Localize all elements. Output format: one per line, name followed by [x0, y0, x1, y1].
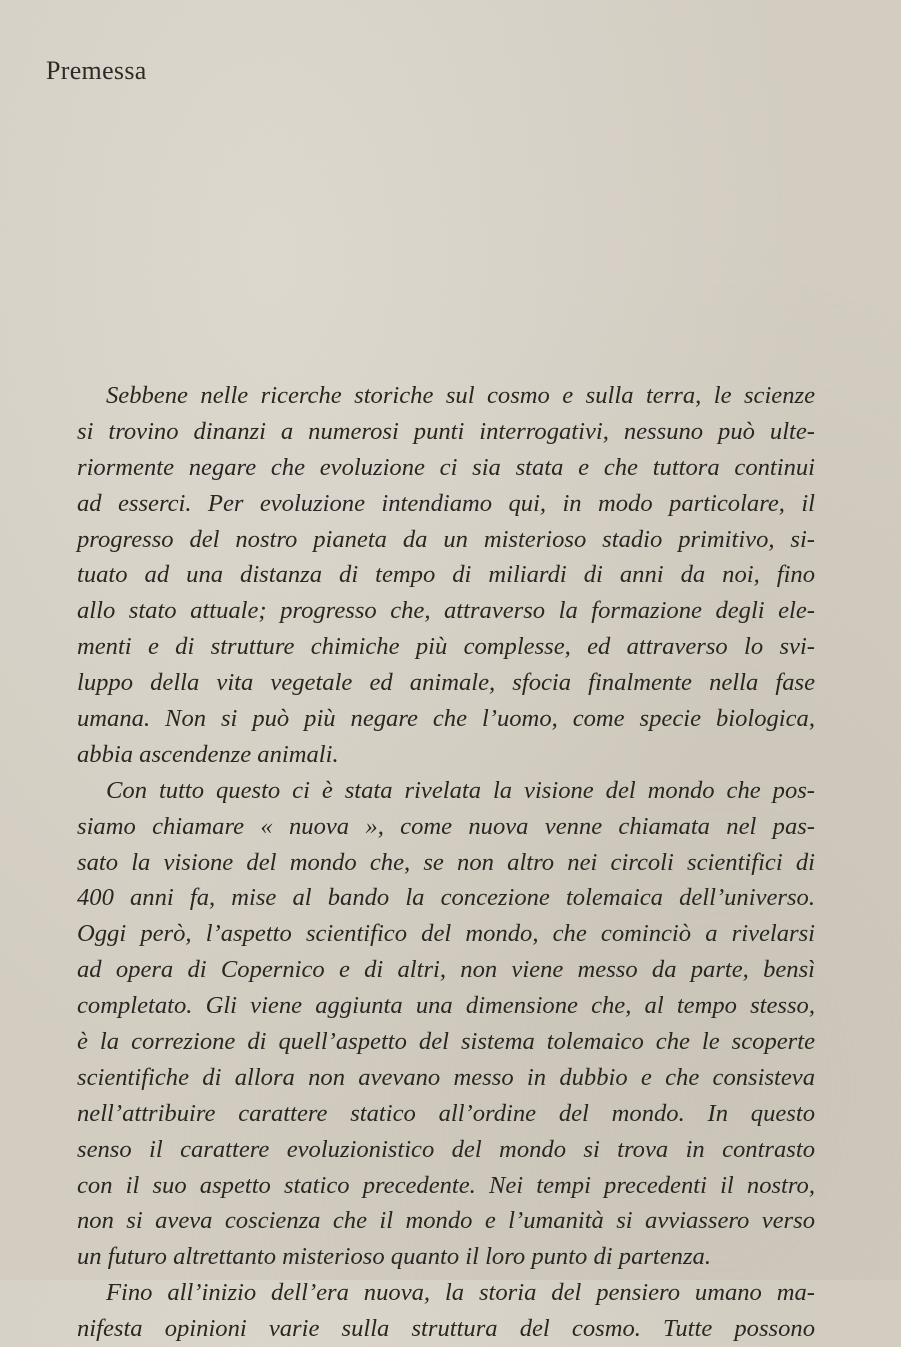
text-line: sato la visione del mondo che, se non altro nei circoli scientifici di [77, 848, 815, 876]
text-line: abbia ascendenze animali. [77, 740, 339, 768]
text-line: Fino all’inizio dell’era nuova, la storia del pensiero umano ma- [106, 1279, 815, 1307]
text-line: tuato ad una distanza di tempo di miliardi di anni da noi, fino [77, 561, 815, 589]
text-line: umana. Non si può più negare che l’uomo, come specie biologica, [77, 705, 815, 733]
text-line: è la correzione di quell’aspetto del sistema tolemaico che le scoperte [77, 1028, 815, 1056]
text-line: siamo chiamare « nuova », come nuova venne chiamata nel pas- [77, 812, 815, 840]
chapter-title: Premessa [46, 56, 147, 85]
text-line: senso il carattere evoluzionistico del mondo si trova in contrasto [77, 1135, 815, 1163]
text-line: allo stato attuale; progresso che, attraverso la formazione degli ele- [77, 597, 815, 625]
text-line: Oggi però, l’aspetto scientifico del mondo, che cominciò a rivelarsi [77, 920, 815, 948]
text-line: nell’attribuire carattere statico all’ordine del mondo. In questo [77, 1099, 815, 1127]
text-line: non si aveva coscienza che il mondo e l’umanità si avviassero verso [77, 1207, 815, 1235]
text-line: progresso del nostro pianeta da un misterioso stadio primitivo, si- [77, 525, 815, 553]
text-line: Con tutto questo ci è stata rivelata la visione del mondo che pos- [106, 776, 815, 804]
text-line: Sebbene nelle ricerche storiche sul cosmo e sulla terra, le scienze [106, 382, 815, 409]
text-line: completato. Gli viene aggiunta una dimensione che, al tempo stesso, [77, 992, 815, 1020]
text-line: menti e di strutture chimiche più complesse, ed attraverso lo svi- [77, 633, 815, 661]
text-line: con il suo aspetto statico precedente. Nei tempi precedenti il nostro, [77, 1171, 815, 1199]
text-line: riormente negare che evoluzione ci sia stata e che tuttora continui [77, 453, 815, 481]
text-line: scientifiche di allora non avevano messo in dubbio e che consisteva [77, 1063, 815, 1091]
text-line: si trovino dinanzi a numerosi punti interrogativi, nessuno può ulte- [77, 417, 815, 445]
text-line: un futuro altrettanto misterioso quanto il loro punto di partenza. [77, 1243, 711, 1271]
text-line: 400 anni fa, mise al bando la concezione tolemaica dell’universo. [77, 884, 815, 912]
text-line: nifesta opinioni varie sulla struttura del cosmo. Tutte possono [77, 1315, 815, 1343]
text-line: luppo della vita vegetale ed animale, sfocia finalmente nella fase [77, 669, 815, 697]
text-line: ad esserci. Per evoluzione intendiamo qui, in modo particolare, il [77, 489, 815, 517]
text-line: ad opera di Copernico e di altri, non viene messo da parte, bensì [77, 956, 815, 984]
body-text [77, 378, 815, 1347]
